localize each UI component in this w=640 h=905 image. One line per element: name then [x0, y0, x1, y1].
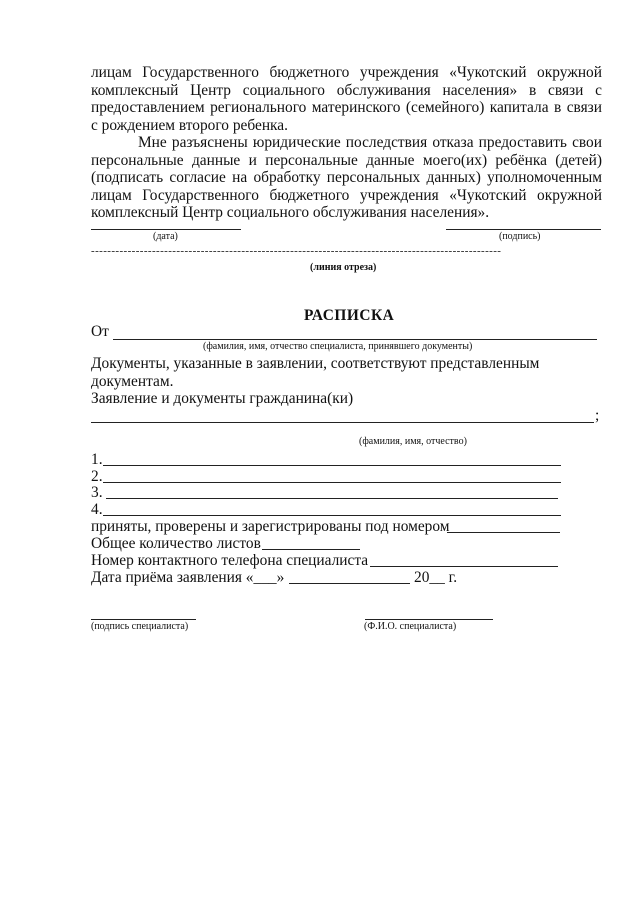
date-line — [91, 229, 241, 230]
contact-phone-label: Номер контактного телефона специалиста — [91, 552, 369, 569]
citizen-caption: (фамилия, имя, отчество) — [359, 436, 467, 447]
signature-line — [446, 229, 601, 230]
application-label: Заявление и документы гражданина(ки) — [91, 390, 354, 407]
sheets-total-line — [262, 549, 360, 550]
item-1-line — [103, 465, 561, 466]
consent-paragraph-2: Мне разъяснены юридические последствия отказа предоставить свои персональные данные и персональные данные моего(их) ребёнка (детей) (подписать согласие на обработку персональных данных) уполномоченным лицам Государственного бюджетного учреждения «Чукотский окружной комплексный Центр социального обслуживания населения». — [91, 134, 602, 222]
contact-phone-line — [370, 566, 558, 567]
sheets-total-label: Общее количество листов — [91, 535, 261, 552]
spec-name-caption: (Ф.И.О. специалиста) — [364, 621, 457, 632]
item-1-label: 1. — [91, 451, 103, 468]
from-line — [113, 339, 597, 340]
date-received-close: » — [276, 569, 285, 586]
spec-name-line — [365, 619, 493, 620]
citizen-semicolon: ; — [595, 407, 600, 424]
citizen-line — [91, 422, 594, 423]
registration-number-line — [447, 532, 560, 533]
year-prefix: 20 — [414, 569, 430, 586]
spec-signature-caption: (подпись специалиста) — [91, 621, 189, 632]
from-label: От — [91, 323, 109, 340]
cut-line-label: (линия отреза) — [310, 262, 377, 273]
from-caption: (фамилия, имя, отчество специалиста, принявшего документы) — [203, 341, 473, 352]
item-2-line — [103, 482, 561, 483]
year-suffix: г. — [448, 569, 458, 586]
item-3-line — [106, 498, 558, 499]
receipt-title: РАСПИСКА — [304, 307, 395, 324]
date-received-day-blank: ___ — [253, 569, 277, 586]
year-blank: __ — [429, 569, 445, 586]
spec-signature-line — [91, 619, 196, 620]
signature-caption: (подпись) — [499, 231, 541, 242]
item-4-label: 4. — [91, 501, 103, 518]
consent-paragraph-1: лицам Государственного бюджетного учреждения «Чукотский окружной комплексный Центр социального обслуживания населения» в связи с предоставлением регионального материнского (семейного) капитала в связи с рождением второго ребенка. — [91, 64, 602, 134]
accepted-text: приняты, проверены и зарегистрированы под номером — [91, 518, 450, 535]
item-4-line — [103, 515, 561, 516]
date-received-year — [414, 569, 457, 587]
date-received-prefix: Дата приёма заявления « — [91, 569, 254, 586]
cut-line: ----------------------------------------------------------------------------------------------------- — [91, 245, 502, 257]
date-received-row — [91, 569, 284, 587]
date-caption: (дата) — [153, 231, 178, 242]
item-2-label: 2. — [91, 468, 103, 485]
item-3-label: 3. — [91, 484, 103, 501]
date-received-month-line — [289, 583, 410, 584]
docs-match-text: Документы, указанные в заявлении, соответствуют представленным документам. — [91, 355, 540, 390]
